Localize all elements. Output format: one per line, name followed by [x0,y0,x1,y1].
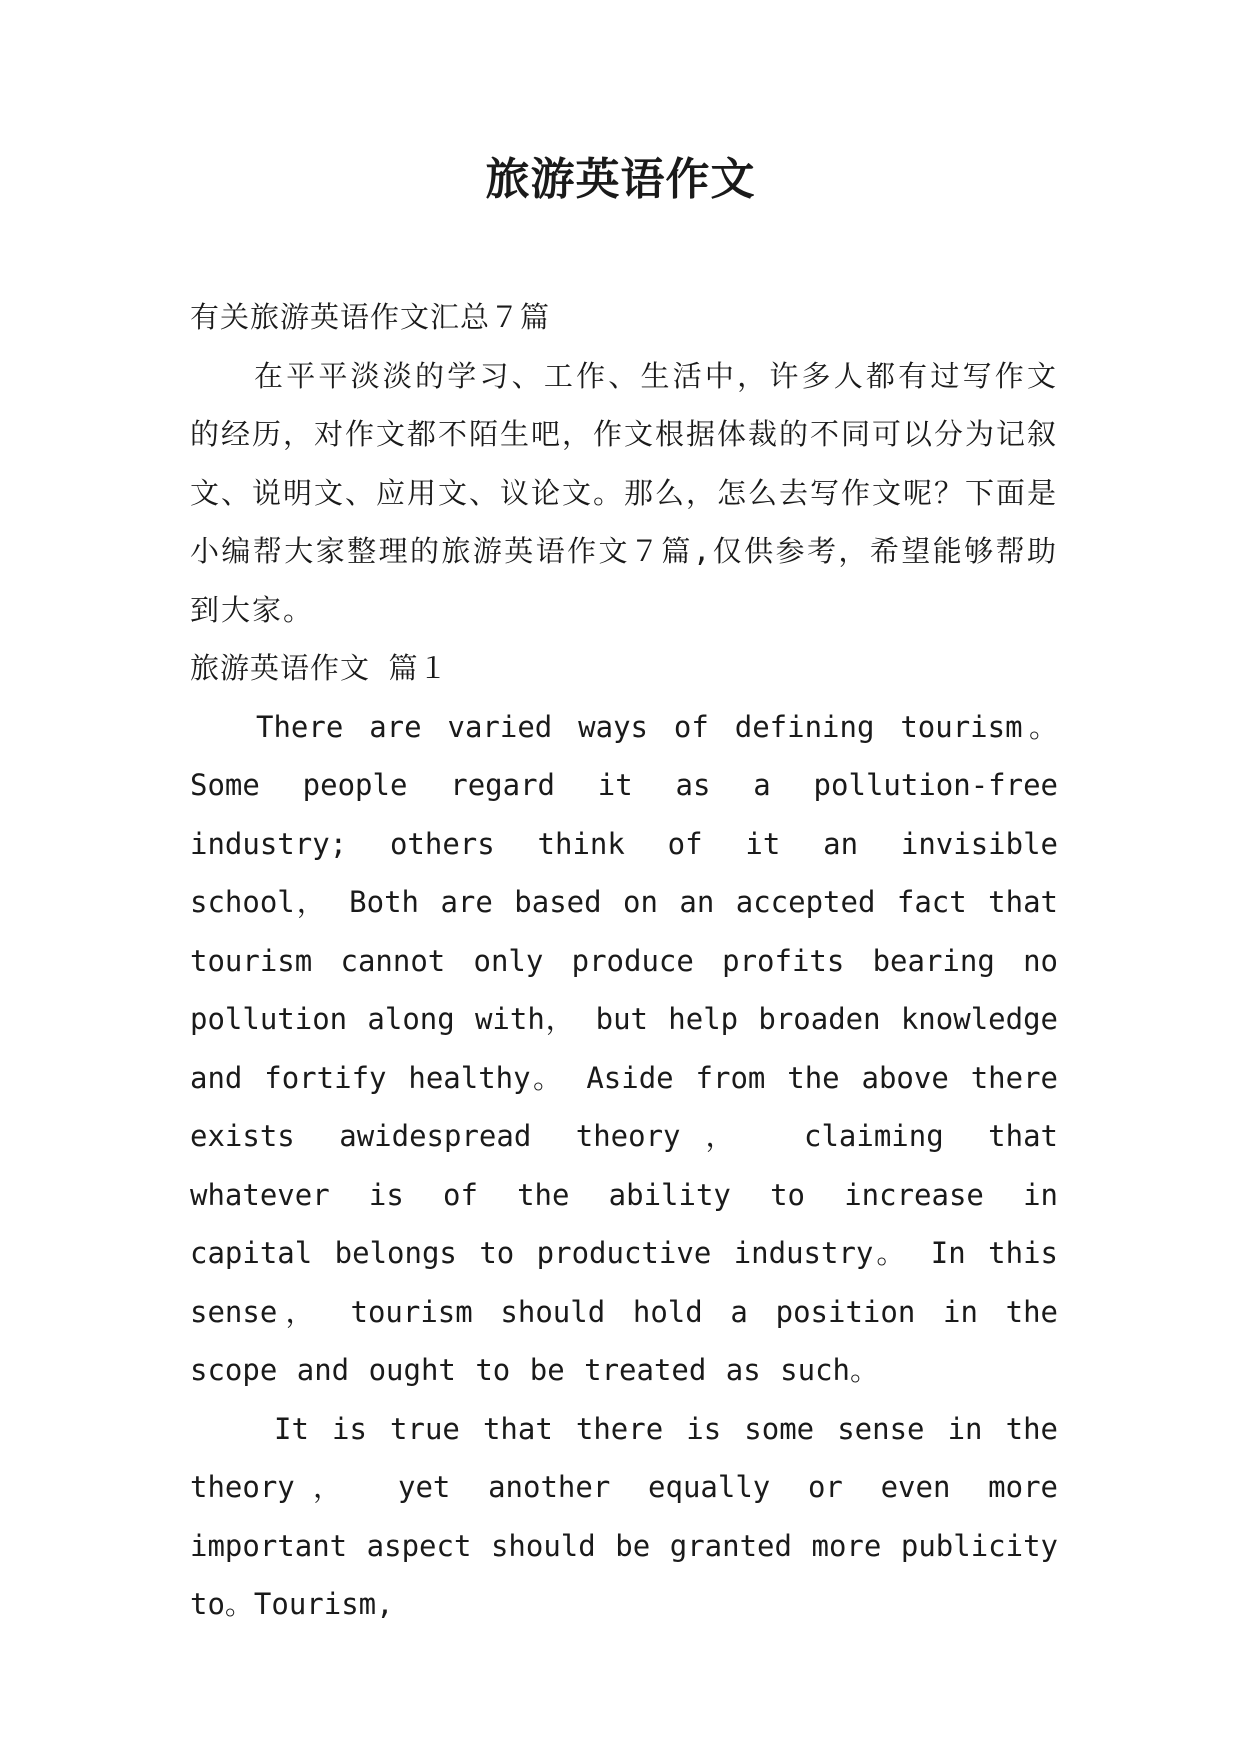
document-body [190,288,1058,1634]
body-paragraph-1: There are varied ways of defining tourism。 Some people regard it as a pollution-free industry; others think of it an invisible school， Both are based on an accepted fact that tourism cannot only produce profits bearing no pollution along with， but help broaden knowledge and fortify healthy。 Aside from the above there exists awidespread theory， claiming that whatever is of the ability to increase in capital belongs to productive industry。 In this sense， tourism should hold a position in the scope and ought to be treated as such。 [190,709,1058,1387]
intro-paragraph: 在平平淡淡的学习、工作、生活中，许多人都有过写作文的经历，对作文都不陌生吧，作文根据体裁的不同可以分为记叙文、说明文、应用文、议论文。那么，怎么去写作文呢？下面是小编帮大家整理的旅游英语作文７篇,仅供参考，希望能够帮助到大家。 [190,358,1059,627]
document-subtitle: 有关旅游英语作文汇总７篇 [190,300,551,334]
section-heading: 旅游英语作文 篇１ [190,651,449,685]
body-paragraph-2: It is true that there is some sense in the theory， yet another equally or even more important aspect should be granted more publicity to。Tourism, [190,1411,1058,1621]
document-title: 旅游英语作文 [485,154,756,205]
